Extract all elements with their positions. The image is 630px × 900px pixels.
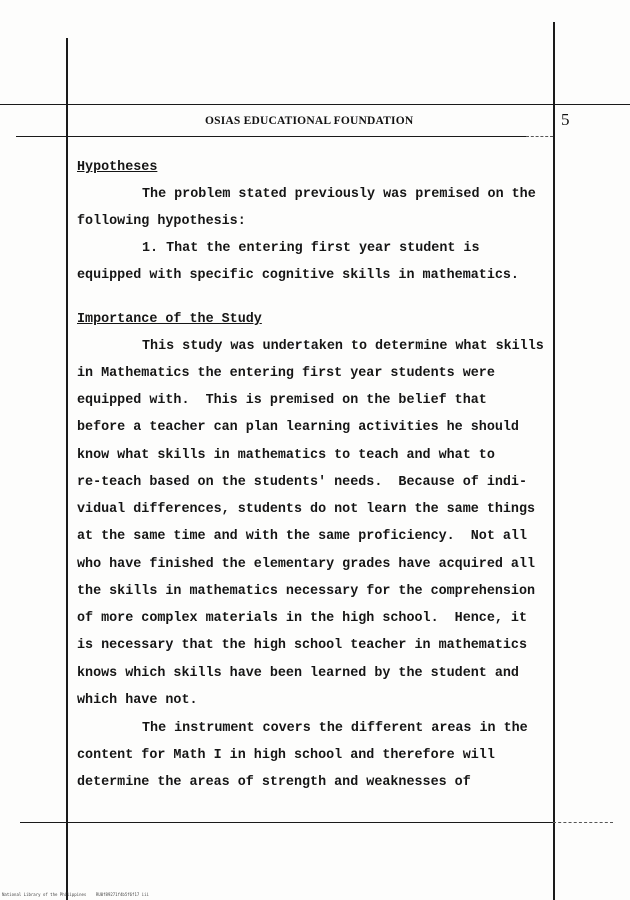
text-line: who have finished the elementary grades have acquired all [77,557,536,572]
header-top-rule [66,104,553,105]
text-line: The instrument covers the different areas in the [142,721,528,736]
text-line: know what skills in mathematics to teach and what to [77,448,495,463]
text-line: which have not. [77,693,198,708]
left-margin-rule [66,38,68,900]
footer-rule-dashed [553,822,613,823]
header-bottom-rule-dashed [526,136,553,137]
text-line: determine the areas of strength and weaknesses of [77,775,471,790]
scan-footer-text: National Library of the Philippines RU0f89271f4b5f6f17 iii [2,892,149,897]
text-line: the skills in mathematics necessary for the comprehension [77,584,536,599]
text-line: at the same time and with the same proficiency. Not all [77,529,527,544]
importance-heading: Importance of the Study [77,312,262,327]
page-number: 5 [561,110,570,129]
hypotheses-heading: Hypotheses [77,160,158,175]
header-top-rule-left [0,104,66,105]
header-bottom-rule [66,136,526,137]
header-bottom-rule-left [16,136,66,137]
text-line: equipped with specific cognitive skills in mathematics. [77,268,519,283]
text-line: vidual differences, students do not learn the same things [77,502,536,517]
footer-rule [20,822,553,823]
text-line: is necessary that the high school teacher in mathematics [77,638,527,653]
text-line: of more complex materials in the high school. Hence, it [77,611,527,626]
header-top-rule-right [553,104,630,105]
text-line: knows which skills have been learned by the student and [77,666,519,681]
text-line: before a teacher can plan learning activities he should [77,420,519,435]
text-line: content for Math I in high school and therefore will [77,748,495,763]
text-line: following hypothesis: [77,214,246,229]
text-line: in Mathematics the entering first year students were [77,366,495,381]
text-line: equipped with. This is premised on the belief that [77,393,487,408]
text-line: 1. That the entering first year student is [142,241,480,256]
text-line: This study was undertaken to determine what skills [142,339,544,354]
text-line: re-teach based on the students' needs. Because of indi- [77,475,527,490]
header-title: OSIAS EDUCATIONAL FOUNDATION [205,115,414,127]
text-line: The problem stated previously was premised on the [142,187,536,202]
right-margin-rule [553,22,555,900]
